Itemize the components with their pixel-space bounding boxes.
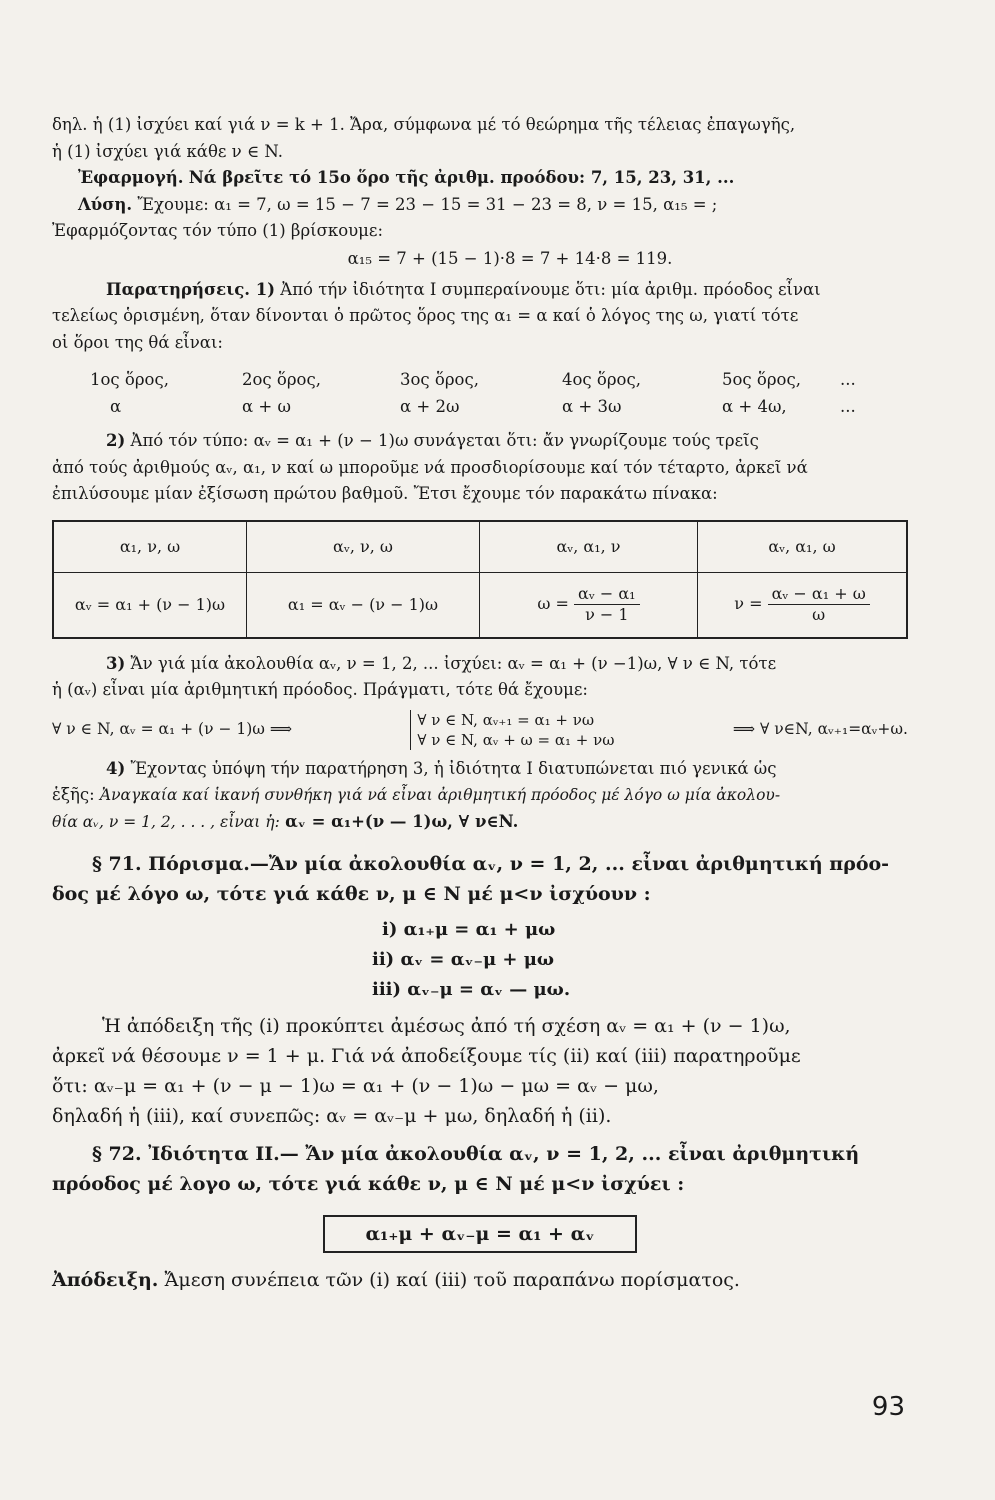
remark-2-text: Ἀπό τόν τύπο: αᵥ = α₁ + (ν − 1)ω συνάγεται ὅτι: ἄν γνωρίζουμε τούς τρεῖς: [130, 431, 759, 450]
section-71-heading-cont: δος μέ λόγο ω, τότε γιά κάθε ν, μ ∈ N μέ μ<ν ἰσχύουν :: [52, 883, 651, 905]
formula-ii: ii) αᵥ = αᵥ₋μ + μω: [372, 949, 555, 970]
proof-line: ἀρκεῖ νά θέσουμε ν = 1 + μ. Γιά νά ἀποδείξουμε τίς (ii) καί (iii) παρατηροῦμε: [52, 1045, 801, 1067]
italic-text: θία αᵥ, ν = 1, 2, . . . , εἶναι ἡ:: [52, 812, 280, 831]
remark-4-label: 4): [106, 758, 126, 778]
remarks-text: Ἀπό τήν ἰδιότητα I συμπεραίνουμε ὅτι: μία ἀριθμ. πρόοδος εἶναι: [280, 279, 821, 299]
fraction-numerator: αᵥ − α₁: [574, 584, 640, 605]
sequence-values: [90, 393, 908, 420]
seq-term: α + 3ω: [562, 397, 622, 416]
seq-header: ...: [840, 370, 856, 389]
text-line: δηλ. ἡ (1) ἰσχύει καί γιά ν = k + 1. Ἄρα, σύμφωνα μέ τό θεώρημα τῆς τέλειας ἐπαγωγῆς,: [52, 115, 796, 134]
seq-header: 1ος ὅρος,: [90, 370, 169, 389]
seq-header: 5ος ὅρος,: [722, 370, 801, 389]
formula-i: i) α₁₊μ = α₁ + μω: [382, 919, 556, 940]
table-cell: αᵥ = α₁ + (ν − 1)ω: [53, 572, 247, 638]
table-header: α₁, ν, ω: [53, 521, 247, 573]
remark-4-paragraph: [52, 756, 908, 783]
text-line: ἡ (αᵥ) εἶναι μία ἀριθμητική πρόοδος. Πράγματι, τότε θά ἔχουμε:: [52, 680, 588, 699]
fraction-numerator: αᵥ − α₁ + ω: [768, 584, 870, 605]
seq-term: α + 2ω: [400, 397, 460, 416]
table-cell: α₁ = αᵥ − (ν − 1)ω: [247, 572, 480, 638]
table-header: αᵥ, α₁, ω: [698, 521, 908, 573]
text-line: Ἐφαρμόζοντας τόν τύπο (1) βρίσκουμε:: [52, 221, 384, 240]
text-line: ἡ (1) ἰσχύει γιά κάθε ν ∈ N.: [52, 141, 284, 161]
seq-term: α: [110, 397, 122, 416]
equation-system: [410, 710, 614, 750]
text-line: [52, 782, 908, 809]
solution-paragraph: [52, 192, 908, 219]
fraction-lhs: ν =: [734, 594, 763, 613]
sequence-headers: [90, 366, 908, 393]
fraction: [574, 584, 640, 625]
proof-line: δηλαδή ἡ (iii), καί συνεπῶς: αᵥ = αᵥ₋μ + μω, δηλαδή ἡ (ii).: [52, 1105, 612, 1127]
proof-label: Ἀπόδειξη.: [52, 1269, 159, 1291]
remarks-label: Παρατηρήσεις. 1): [106, 279, 276, 299]
proof-text: Ἄμεση συνέπεια τῶν (i) καί (iii) τοῦ παραπάνω πορίσματος.: [164, 1269, 740, 1291]
section-72-heading: § 72. Ἰδιότητα II.— Ἄν μία ἀκολουθία αᵥ, ν = 1, 2, ... εἶναι ἀριθμητική: [92, 1143, 860, 1165]
implication-right: ⟹ ∀ ν∈N, αᵥ₊₁=αᵥ+ω.: [732, 720, 908, 739]
text-span: ἑξῆς:: [52, 785, 95, 804]
remark-2-paragraph: [52, 428, 908, 455]
sequence-terms: [90, 366, 908, 420]
table-header-row: [53, 521, 907, 573]
remarks-paragraph: [52, 277, 908, 304]
text-line: ἐπιλύσουμε μίαν ἐξίσωση πρώτου βαθμοῦ. Ἔτσι ἔχουμε τόν παρακάτω πίνακα:: [52, 484, 718, 503]
table-cell: [480, 572, 698, 638]
solution-label: Λύση.: [78, 194, 133, 214]
seq-term: α + 4ω,: [722, 397, 787, 416]
condition-formula: αᵥ = α₁+(ν — 1)ω, ∀ ν∈N.: [285, 811, 519, 831]
table-header: αᵥ, ν, ω: [247, 521, 480, 573]
remark-3-label: 3): [106, 653, 126, 673]
seq-header: 4ος ὅρος,: [562, 370, 641, 389]
remark-3-text: Ἄν γιά μία ἀκολουθία αᵥ, ν = 1, 2, ... ἰσχύει: αᵥ = α₁ + (ν −1)ω, ∀ ν ∈ N, τότε: [130, 653, 777, 673]
proof-line: ὅτι: αᵥ₋μ = α₁ + (ν − μ − 1)ω = α₁ + (ν − 1)ω − μω = αᵥ − μω,: [52, 1075, 659, 1097]
application-paragraph: [52, 165, 908, 192]
application-label: Ἐφαρμογή.: [78, 168, 184, 187]
formula-table: [52, 520, 908, 639]
formula-iii: iii) αᵥ₋μ = αᵥ — μω.: [372, 979, 571, 1000]
implication-left: ∀ ν ∈ N, αᵥ = α₁ + (ν − 1)ω ⟹: [52, 720, 293, 739]
system-eq: ∀ ν ∈ N, αᵥ + ω = α₁ + νω: [417, 730, 615, 749]
system-eq: ∀ ν ∈ N, αᵥ₊₁ = α₁ + νω: [417, 710, 595, 729]
boxed-formula-wrap: [52, 1215, 908, 1253]
remark-4-text: Ἔχοντας ὑπόψη τήν παρατήρηση 3, ἡ ἰδιότητα I διατυπώνεται πιό γενικά ὡς: [130, 758, 777, 778]
section-72-heading-cont: πρόοδος μέ λογο ω, τότε γιά κάθε ν, μ ∈ N μέ μ<ν ἰσχύει :: [52, 1173, 685, 1195]
table-header: αᵥ, α₁, ν: [480, 521, 698, 573]
boxed-formula: α₁₊μ + αᵥ₋μ = α₁ + αᵥ: [323, 1215, 636, 1253]
seq-term: α + ω: [242, 397, 291, 416]
table-row: [53, 572, 907, 638]
implication-line: [52, 710, 908, 750]
text-line: οἱ ὅροι της θά εἶναι:: [52, 332, 223, 352]
text-line: τελείως ὁρισμένη, ὅταν δίνονται ὁ πρῶτος ὅρος της α₁ = α καί ὁ λόγος της ω, γιατί τότε: [52, 306, 799, 325]
section-71-heading: § 71. Πόρισμα.—Ἄν μία ἀκολουθία αᵥ, ν = 1, 2, ... εἶναι ἀριθμητική πρόο-: [92, 853, 890, 875]
remark-2-label: 2): [106, 431, 126, 450]
solution-text: Ἔχουμε: α₁ = 7, ω = 15 − 7 = 23 − 15 = 31 − 23 = 8, ν = 15, α₁₅ = ;: [137, 194, 718, 214]
page-content: [52, 112, 908, 1295]
corollary-formulas: [372, 915, 908, 1005]
proof-line: Ἡ ἀπόδειξη τῆς (i) προκύπτει ἀμέσως ἀπό τή σχέση αᵥ = α₁ + (ν − 1)ω,: [102, 1015, 791, 1037]
text-line: [52, 809, 908, 836]
seq-term: ...: [840, 397, 856, 416]
fraction-lhs: ω =: [537, 594, 569, 613]
table-cell: [698, 572, 908, 638]
fraction: [768, 584, 870, 625]
text-line: ἀπό τούς ἀριθμούς αᵥ, α₁, ν καί ω μποροῦμε νά προσδιορίσουμε καί τόν τέταρτο, ἀρκεῖ νά: [52, 457, 808, 477]
italic-text: Ἀναγκαία καί ἱκανή συνθήκη γιά νά εἶναι ἀριθμητική πρόοδος μέ λόγο ω μία ἀκολου-: [99, 786, 781, 804]
seq-header: 2ος ὅρος,: [242, 370, 321, 389]
application-text: Νά βρεῖτε τό 15ο ὅρο τῆς ἀριθμ. προόδου: 7, 15, 23, 31, ...: [188, 168, 735, 187]
proof-paragraph: [52, 1265, 908, 1295]
seq-header: 3ος ὅρος,: [400, 370, 479, 389]
formula-a15: α₁₅ = 7 + (15 − 1)·8 = 7 + 14·8 = 119.: [347, 248, 673, 268]
fraction-denominator: ν − 1: [585, 605, 629, 624]
page-number: 93: [871, 1392, 905, 1422]
fraction-denominator: ω: [812, 605, 826, 624]
remark-3-paragraph: [52, 651, 908, 678]
